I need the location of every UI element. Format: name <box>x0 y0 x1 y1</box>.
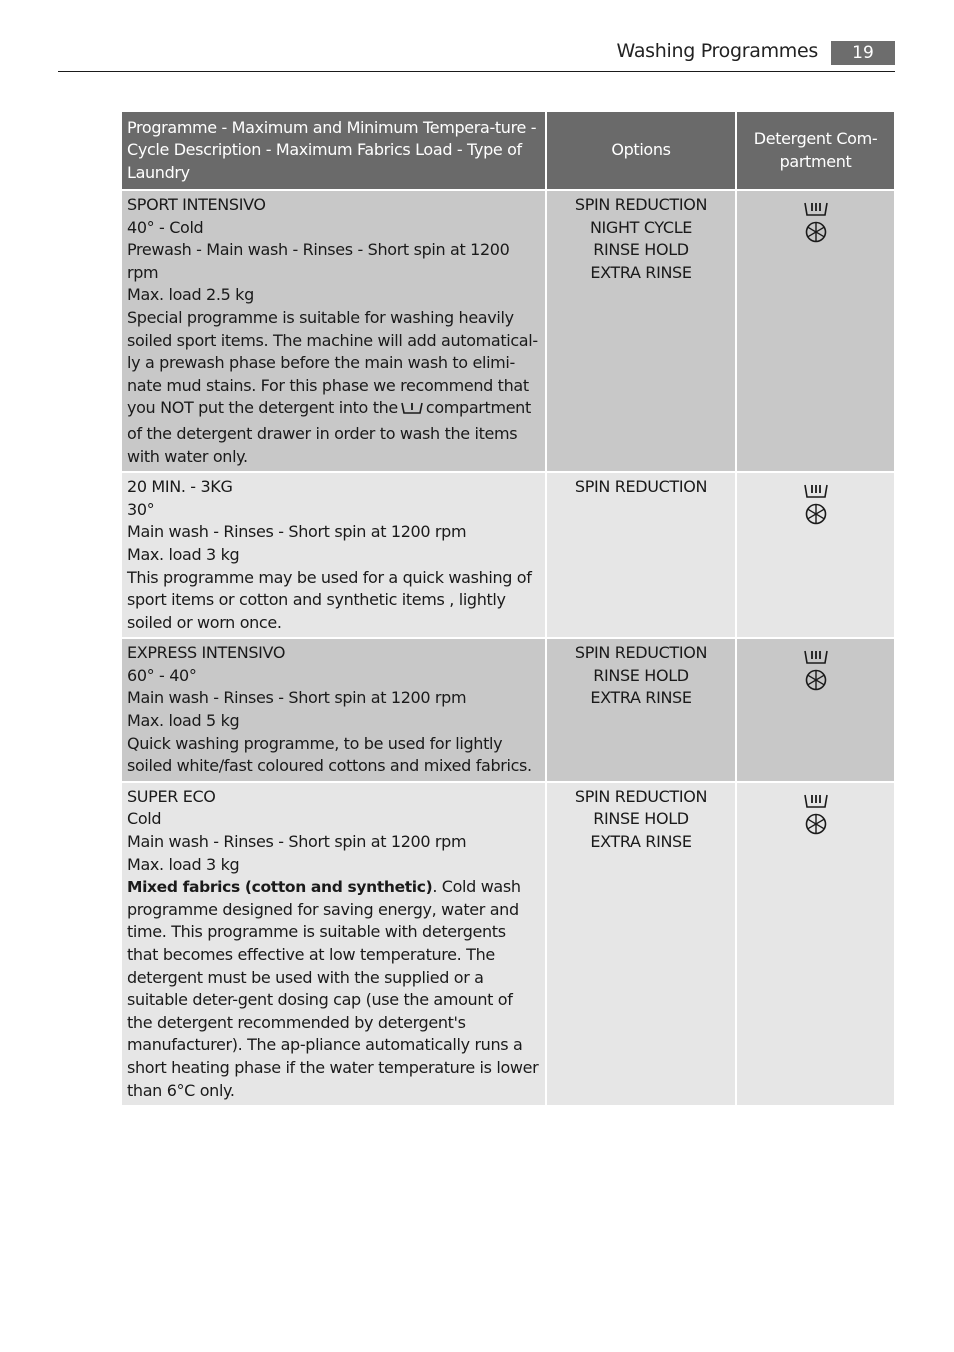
programme-cycle: Main wash - Rinses - Short spin at 1200 rpm <box>127 522 467 542</box>
page-header <box>58 36 895 72</box>
compartment-icons <box>802 200 830 244</box>
programme-temperature: 60° - 40° <box>127 665 197 685</box>
option-extra-rinse: EXTRA RINSE <box>590 262 692 282</box>
programme-cell <box>122 782 546 1105</box>
programme-description <box>127 307 540 468</box>
main-wash-compartment-icon <box>802 792 830 836</box>
main-wash-compartment-icon <box>802 648 830 692</box>
option-night-cycle: NIGHT CYCLE <box>589 217 693 237</box>
compartment-cell <box>736 472 894 638</box>
programme-name: 20 MIN. - 3KG <box>127 477 233 497</box>
table-row <box>122 472 894 638</box>
programme-temperature: 40° - Cold <box>127 217 204 237</box>
compartment-cell <box>736 638 894 782</box>
programme-temperature: Cold <box>127 809 162 829</box>
section-title: Washing Programmes <box>616 40 818 62</box>
table-row <box>122 782 894 1105</box>
options-cell <box>546 190 736 472</box>
options-cell <box>546 472 736 638</box>
prewash-compartment-icon <box>400 400 424 423</box>
programme-description: Quick washing programme, to be used for lightly soiled white/fast coloured cottons and mixed fabrics. <box>127 733 532 776</box>
table-header-row <box>122 112 894 190</box>
option-rinse-hold: RINSE HOLD <box>593 240 689 260</box>
option-spin-reduction: SPIN REDUCTION <box>574 643 708 663</box>
programme-name: SPORT INTENSIVO <box>127 195 266 214</box>
fabric-softener-compartment-icon <box>806 814 825 833</box>
compartment-cell <box>736 190 894 472</box>
options-cell <box>546 782 736 1105</box>
programme-table <box>122 112 894 1105</box>
programme-cycle: Prewash - Main wash - Rinses - Short spin at 1200 rpm <box>127 240 510 282</box>
programme-description <box>127 876 540 1102</box>
description-emphasis: Mixed fabrics (cotton and synthetic) <box>127 878 433 897</box>
programme-cycle: Main wash - Rinses - Short spin at 1200 rpm <box>127 832 467 852</box>
programme-name: EXPRESS INTENSIVO <box>127 643 286 663</box>
programme-name: SUPER ECO <box>127 786 216 806</box>
compartment-icons <box>802 792 830 836</box>
programme-load: Max. load 3 kg <box>127 544 240 564</box>
column-header-programme: Programme - Maximum and Minimum Tempera-ture - Cycle Description - Maximum Fabrics Load - Type of Laundry <box>122 112 546 190</box>
compartment-icons <box>802 482 830 526</box>
option-spin-reduction: SPIN REDUCTION <box>574 477 708 497</box>
programme-cell <box>122 472 546 638</box>
page-number: 19 <box>831 41 895 65</box>
column-header-detergent-compartment: Detergent Com-partment <box>736 112 894 190</box>
description-text: Special programme is suitable for washing heavily soiled sport items. The machine will add automatical-ly a prewash phase before the main wash to elimi-nate mud stains. For this phase we recommend that you NOT put the detergent into the <box>127 307 538 418</box>
description-text: . Cold wash programme designed for saving energy, water and time. This programme is suitable with detergents that becomes effective at low temperature. The detergent must be used with the supplied or a suitable deter-gent dosing cap (use the amount of the detergent recommended by detergent's manufacturer). The ap-pliance automatically runs a short heating phase if the water temperature is lower than 6°C only. <box>127 877 539 1100</box>
programme-cell <box>122 638 546 782</box>
option-extra-rinse: EXTRA RINSE <box>590 832 692 852</box>
programme-temperature: 30° <box>127 499 155 519</box>
fabric-softener-compartment-icon <box>806 223 825 242</box>
table-row <box>122 638 894 782</box>
column-header-options: Options <box>546 112 736 190</box>
option-spin-reduction: SPIN REDUCTION <box>574 786 708 806</box>
option-rinse-hold: RINSE HOLD <box>593 809 689 829</box>
main-wash-compartment-icon <box>802 482 830 526</box>
option-spin-reduction: SPIN REDUCTION <box>574 195 708 214</box>
option-extra-rinse: EXTRA RINSE <box>590 688 692 708</box>
programme-load: Max. load 5 kg <box>127 711 240 731</box>
description-text-continued: compartment of the detergent drawer in order to wash the items with water only. <box>127 398 531 466</box>
programme-description: This programme may be used for a quick washing of sport items or cotton and synthetic items , lightly soiled or worn once. <box>127 567 532 632</box>
main-wash-compartment-icon <box>802 200 830 244</box>
fabric-softener-compartment-icon <box>806 505 825 524</box>
fabric-softener-compartment-icon <box>806 671 825 690</box>
programme-load: Max. load 2.5 kg <box>127 285 254 305</box>
programme-load: Max. load 3 kg <box>127 854 240 874</box>
options-cell <box>546 638 736 782</box>
compartment-icons <box>802 648 830 692</box>
programme-cell <box>122 190 546 472</box>
compartment-cell <box>736 782 894 1105</box>
table-row <box>122 190 894 472</box>
option-rinse-hold: RINSE HOLD <box>593 665 689 685</box>
programme-cycle: Main wash - Rinses - Short spin at 1200 rpm <box>127 688 467 708</box>
